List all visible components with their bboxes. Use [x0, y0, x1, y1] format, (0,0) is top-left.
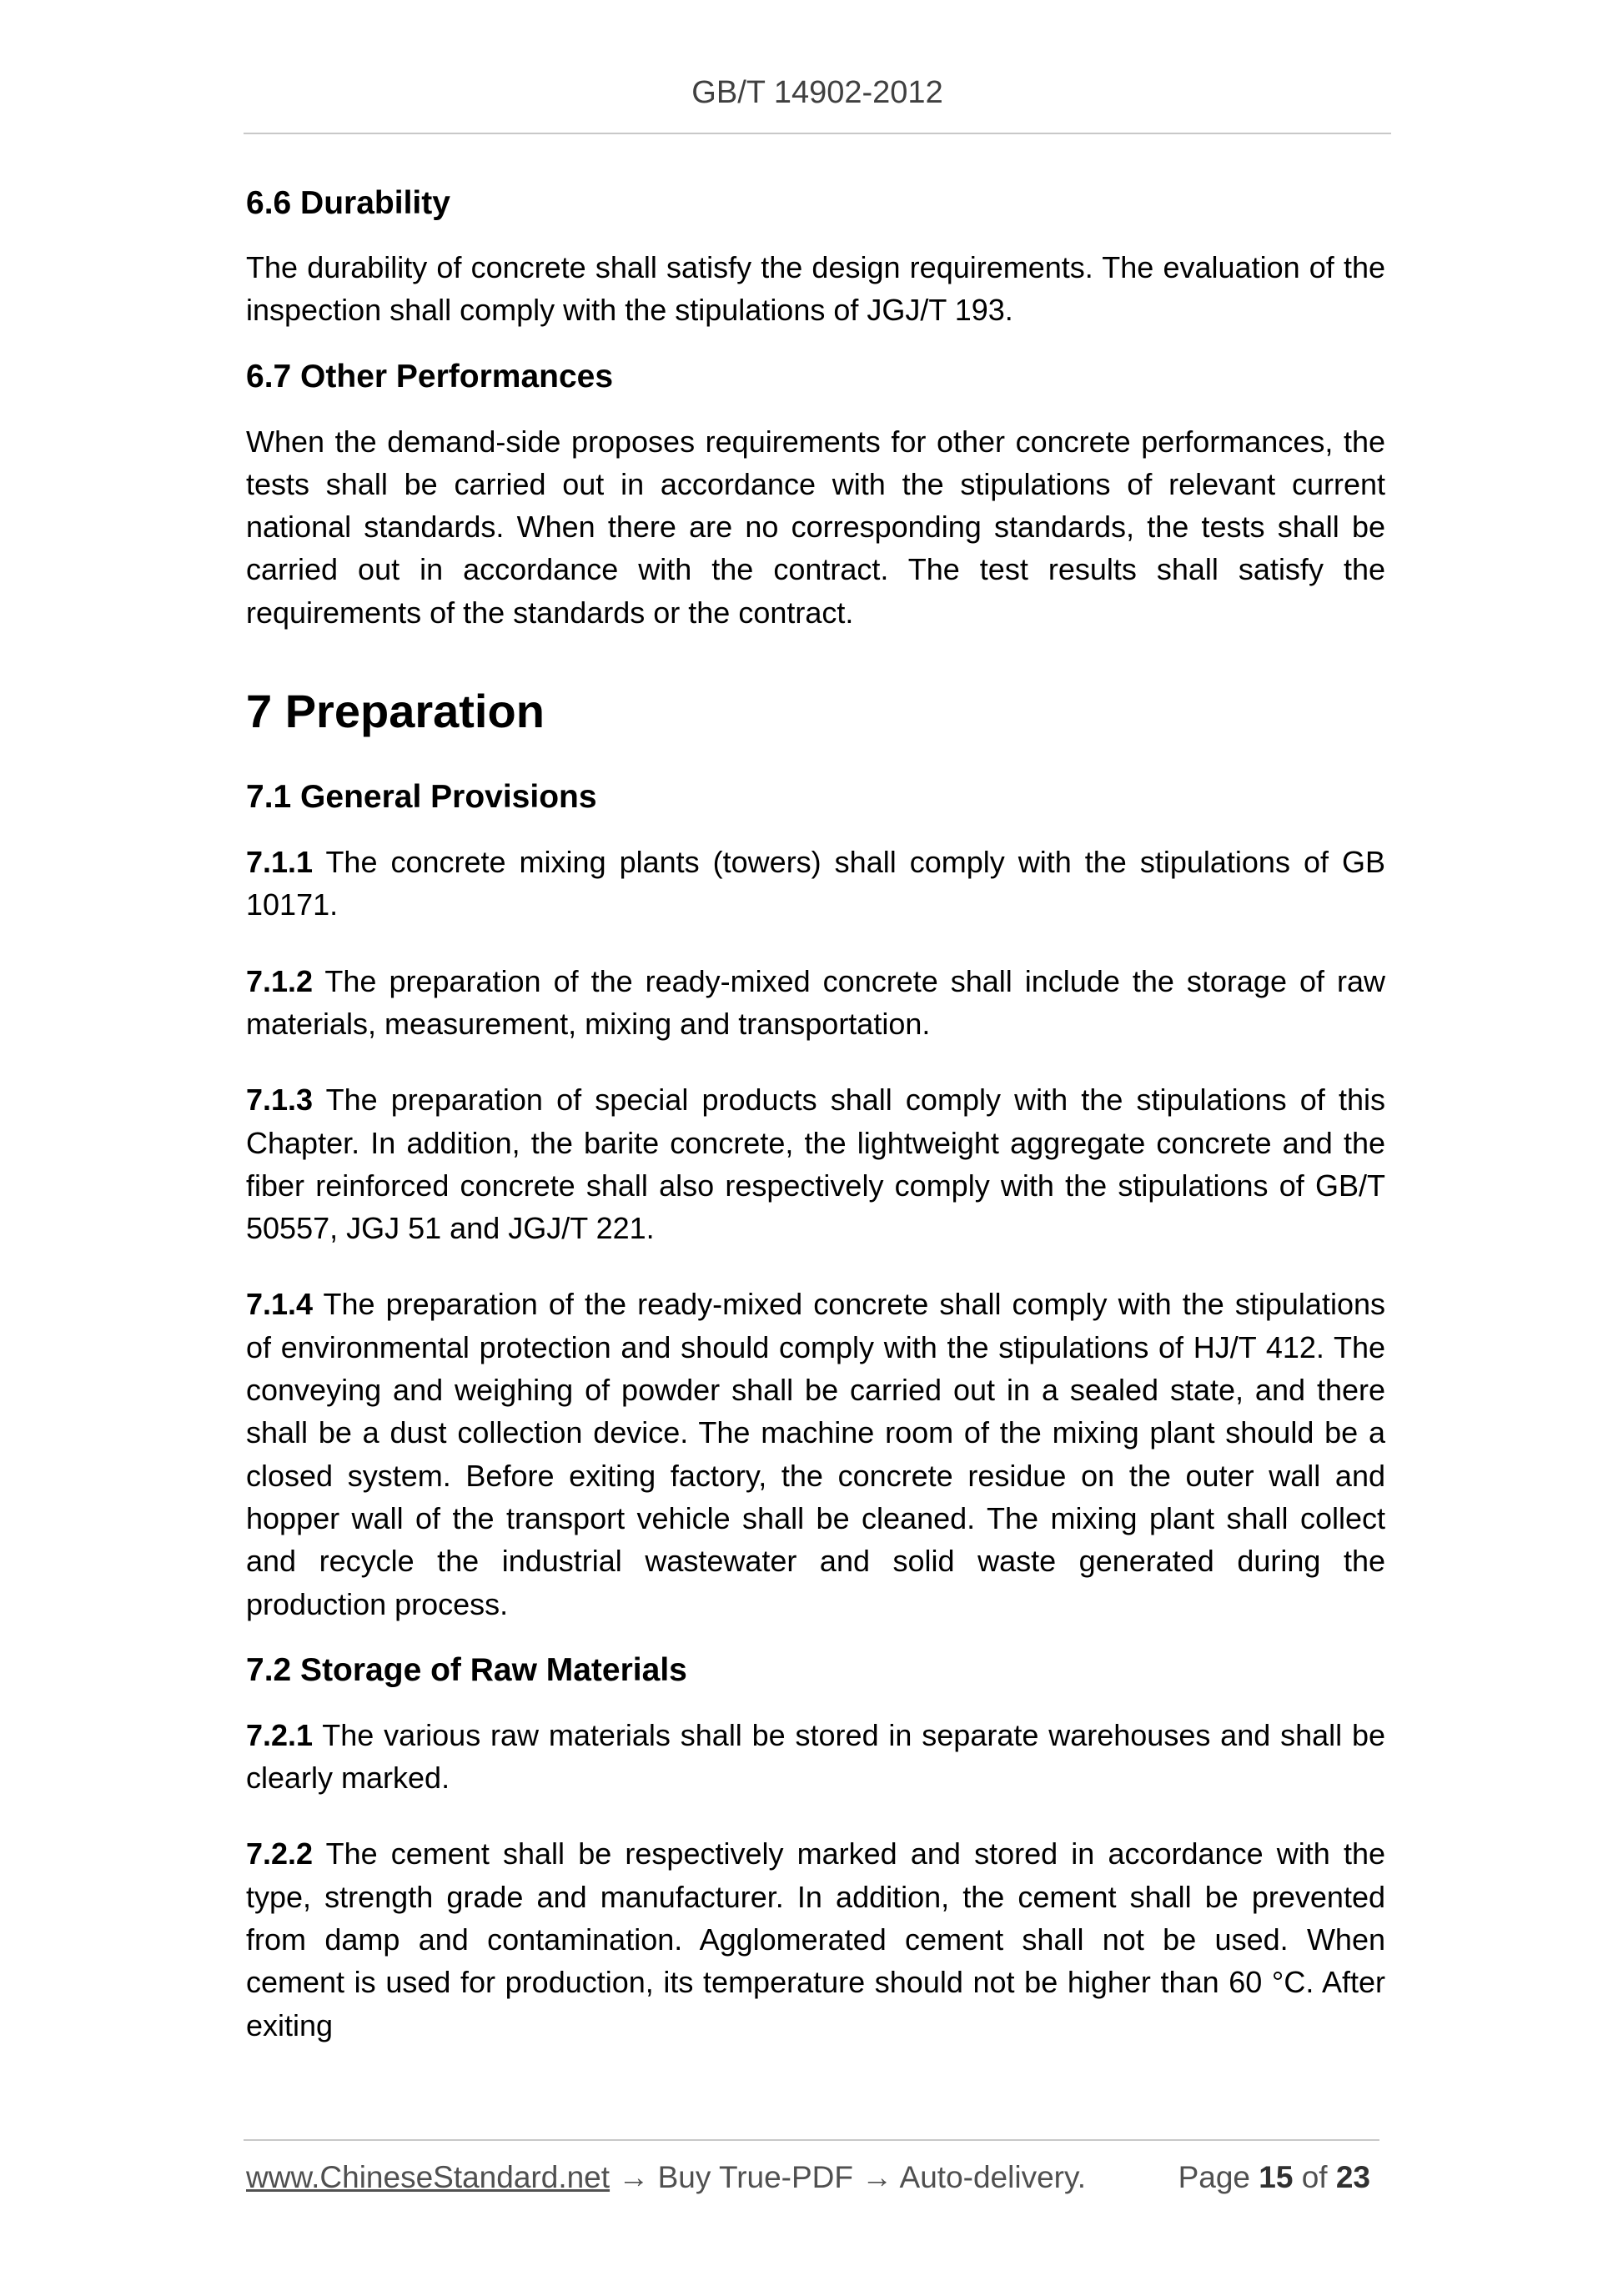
clause-text: The cement shall be respectively marked and stored in accordance with the type, strength grade and manufacturer. In addition, the cement shall be prevented from damp and contamination. Agglomerated cement shall not be used. When cement is used for production, its temperature should not be higher than 60 °C. After exiting [246, 1836, 1385, 2042]
clause-7-1-1 [246, 841, 1385, 927]
clause-text: The concrete mixing plants (towers) shall comply with the stipulations of GB 10171. [246, 845, 1385, 922]
delivery-text: Auto-delivery. [899, 2160, 1087, 2194]
section-heading-7-2: 7.2 Storage of Raw Materials [246, 1651, 687, 1688]
page-indicator [1178, 2160, 1370, 2195]
website-link[interactable]: www.ChineseStandard.net [246, 2160, 611, 2194]
clause-number: 7.1.4 [246, 1287, 314, 1322]
clause-7-1-4 [246, 1283, 1385, 1625]
page-footer [246, 2160, 1380, 2202]
page-label: Page [1178, 2160, 1250, 2194]
clause-text: The preparation of special products shall comply with the stipulations of this Chapter. In addition, the barite concrete, the lightweight aggregate concrete and the fiber reinforced concrete shall also respectively comply with the stipulations of GB/T 50557, JGJ 51 and JGJ/T 221. [246, 1083, 1385, 1246]
section-6-7-text: When the demand-side proposes requirements for other concrete performances, the tests shall be carried out in accordance with the stipulations of relevant current national standards. When there are no corresponding standards, the tests shall be carried out in accordance with the contract. The test results shall satisfy the requirements of the standards or the contract. [246, 424, 1385, 630]
clause-text: The various raw materials shall be stored in separate warehouses and shall be clearly marked. [246, 1717, 1386, 1796]
clause-text: The preparation of the ready-mixed concrete shall comply with the stipulations of environmental protection and should comply with the stipulations of HJ/T 412. The conveying and weighing of powder shall be carried out in a sealed state, and there shall be a dust collection device. The machine room of the mixing plant should be a closed system. Before exiting factory, the concrete residue on the outer wall and hopper wall of the transport vehicle shall be cleaned. The mixing plant shall collect and recycle the industrial wastewater and solid waste generated during the production process. [246, 1287, 1385, 1621]
clause-number: 7.2.2 [246, 1836, 314, 1871]
page-total: 23 [1335, 2160, 1370, 2194]
clause-7-2-1 [246, 1714, 1385, 1800]
buy-text: Buy True-PDF [657, 2160, 854, 2194]
of-label: of [1301, 2160, 1328, 2194]
section-heading-6-7: 6.7 Other Performances [246, 358, 614, 394]
clause-number: 7.2.1 [246, 1717, 314, 1752]
page-number: 15 [1259, 2160, 1294, 2194]
clause-7-1-3 [246, 1078, 1385, 1249]
page-body [246, 178, 1385, 2047]
document-code: GB/T 14902-2012 [691, 75, 943, 110]
arrow-right-icon: → [618, 2160, 650, 2194]
clause-7-1-2 [246, 960, 1385, 1046]
running-header [244, 75, 1391, 111]
clause-number: 7.1.3 [246, 1083, 314, 1118]
clause-text: The preparation of the ready-mixed concrete shall include the storage of raw materials, measurement, mixing and transportation. [246, 963, 1385, 1041]
clause-7-2-2 [246, 1832, 1385, 2046]
section-heading-6-6: 6.6 Durability [246, 185, 450, 221]
clause-number: 7.1.2 [246, 963, 314, 998]
chapter-heading-7: 7 Preparation [246, 685, 545, 738]
footer-divider [244, 2139, 1379, 2141]
clause-number: 7.1.1 [246, 845, 314, 880]
header-divider [244, 133, 1391, 134]
section-heading-7-1: 7.1 General Provisions [246, 779, 597, 816]
section-6-6-text: The durability of concrete shall satisfy the design requirements. The evaluation of the inspection shall comply with the stipulations of JGJ/T 193. [246, 250, 1385, 328]
arrow-right-icon: → [862, 2160, 893, 2194]
